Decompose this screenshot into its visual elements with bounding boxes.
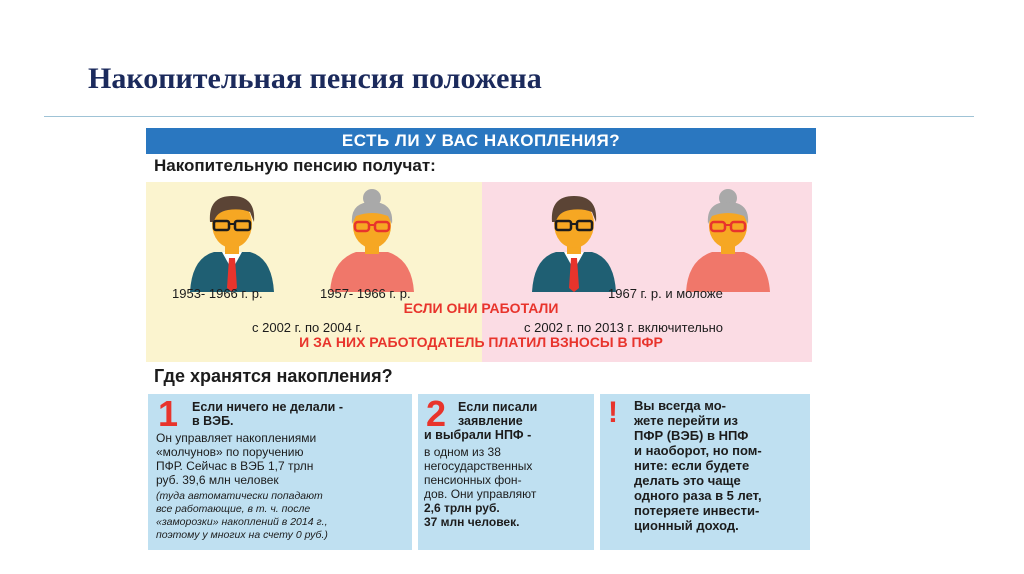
man-with-glasses-icon [184,188,280,292]
woman-with-glasses-icon [680,188,776,292]
option-npf-box [418,394,594,550]
option-body-line: «молчунов» по поручению [156,445,304,459]
option-note-line: все работающие, в т. ч. после [156,503,311,515]
option-heading: в ВЭБ. [192,414,234,428]
warning-line: ционный доход. [634,518,739,533]
warning-line: Вы всегда мо- [634,398,726,413]
option-veb-box [148,394,412,550]
warning-line: ПФР (ВЭБ) в НПФ [634,428,749,443]
warning-line: ните: если будете [634,458,750,473]
warning-line: жете перейти из [634,413,738,428]
option-body-line: в одном из 38 [424,445,501,459]
option-note-line: (туда автоматически попадают [156,490,323,502]
switch-warning-box [600,394,810,550]
warning-line: потеряете инвести- [634,503,760,518]
option-note-line: поэтому у многих на счету 0 руб.) [156,529,328,541]
employer-paid-label: И ЗА НИХ РАБОТОДАТЕЛЬ ПЛАТИЛ ВЗНОСЫ В ПФР [299,334,663,350]
option-heading: Если писали [458,400,538,414]
birth-years-caption: 1967 г. р. и моложе [608,286,723,301]
option-body-line: пенсионных фон- [424,473,522,487]
option-body-line: негосударственных [424,459,533,473]
option-note-line: «заморозки» накоплений в 2014 г., [156,516,328,528]
option-heading: заявление [458,414,523,428]
if-worked-label: ЕСЛИ ОНИ РАБОТАЛИ [403,300,559,316]
warning-line: и наоборот, но пом- [634,443,762,458]
storage-heading: Где хранятся накопления? [154,366,393,386]
option-body-line: дов. Они управляют [424,487,537,501]
period-left: с 2002 г. по 2004 г. [252,320,363,335]
option-heading: и выбрали НПФ - [424,428,532,442]
option-body-line: Он управляет накоплениями [156,431,317,445]
option-number: 1 [158,394,179,434]
option-body-line: 37 млн человек. [424,515,520,529]
woman-with-glasses-icon [324,188,420,292]
warning-line: делать это чаще [634,473,741,488]
warning-text [634,398,794,533]
option-body-line: ПФР. Сейчас в ВЭБ 1,7 трлн [156,459,314,473]
man-with-glasses-icon [526,188,622,292]
birth-years-caption: 1953- 1966 г. р. [172,286,263,301]
birth-years-caption: 1957- 1966 г. р. [320,286,411,301]
option-heading: Если ничего не делали - [192,400,343,414]
recipients-heading: Накопительную пенсию получат: [154,156,436,175]
title-divider [44,116,974,117]
warning-line: одного раза в 5 лет, [634,488,762,503]
infographic [146,128,816,556]
exclamation-icon: ! [608,396,618,429]
option-body-line: 2,6 трлн руб. [424,501,500,515]
option-body-line: руб. 39,6 млн человек [156,473,279,487]
period-right: с 2002 г. по 2013 г. включительно [524,320,724,335]
slide-title: Накопительная пенсия положена [88,62,542,95]
option-number: 2 [426,394,447,434]
infographic-banner: ЕСТЬ ЛИ У ВАС НАКОПЛЕНИЯ? [146,128,816,154]
